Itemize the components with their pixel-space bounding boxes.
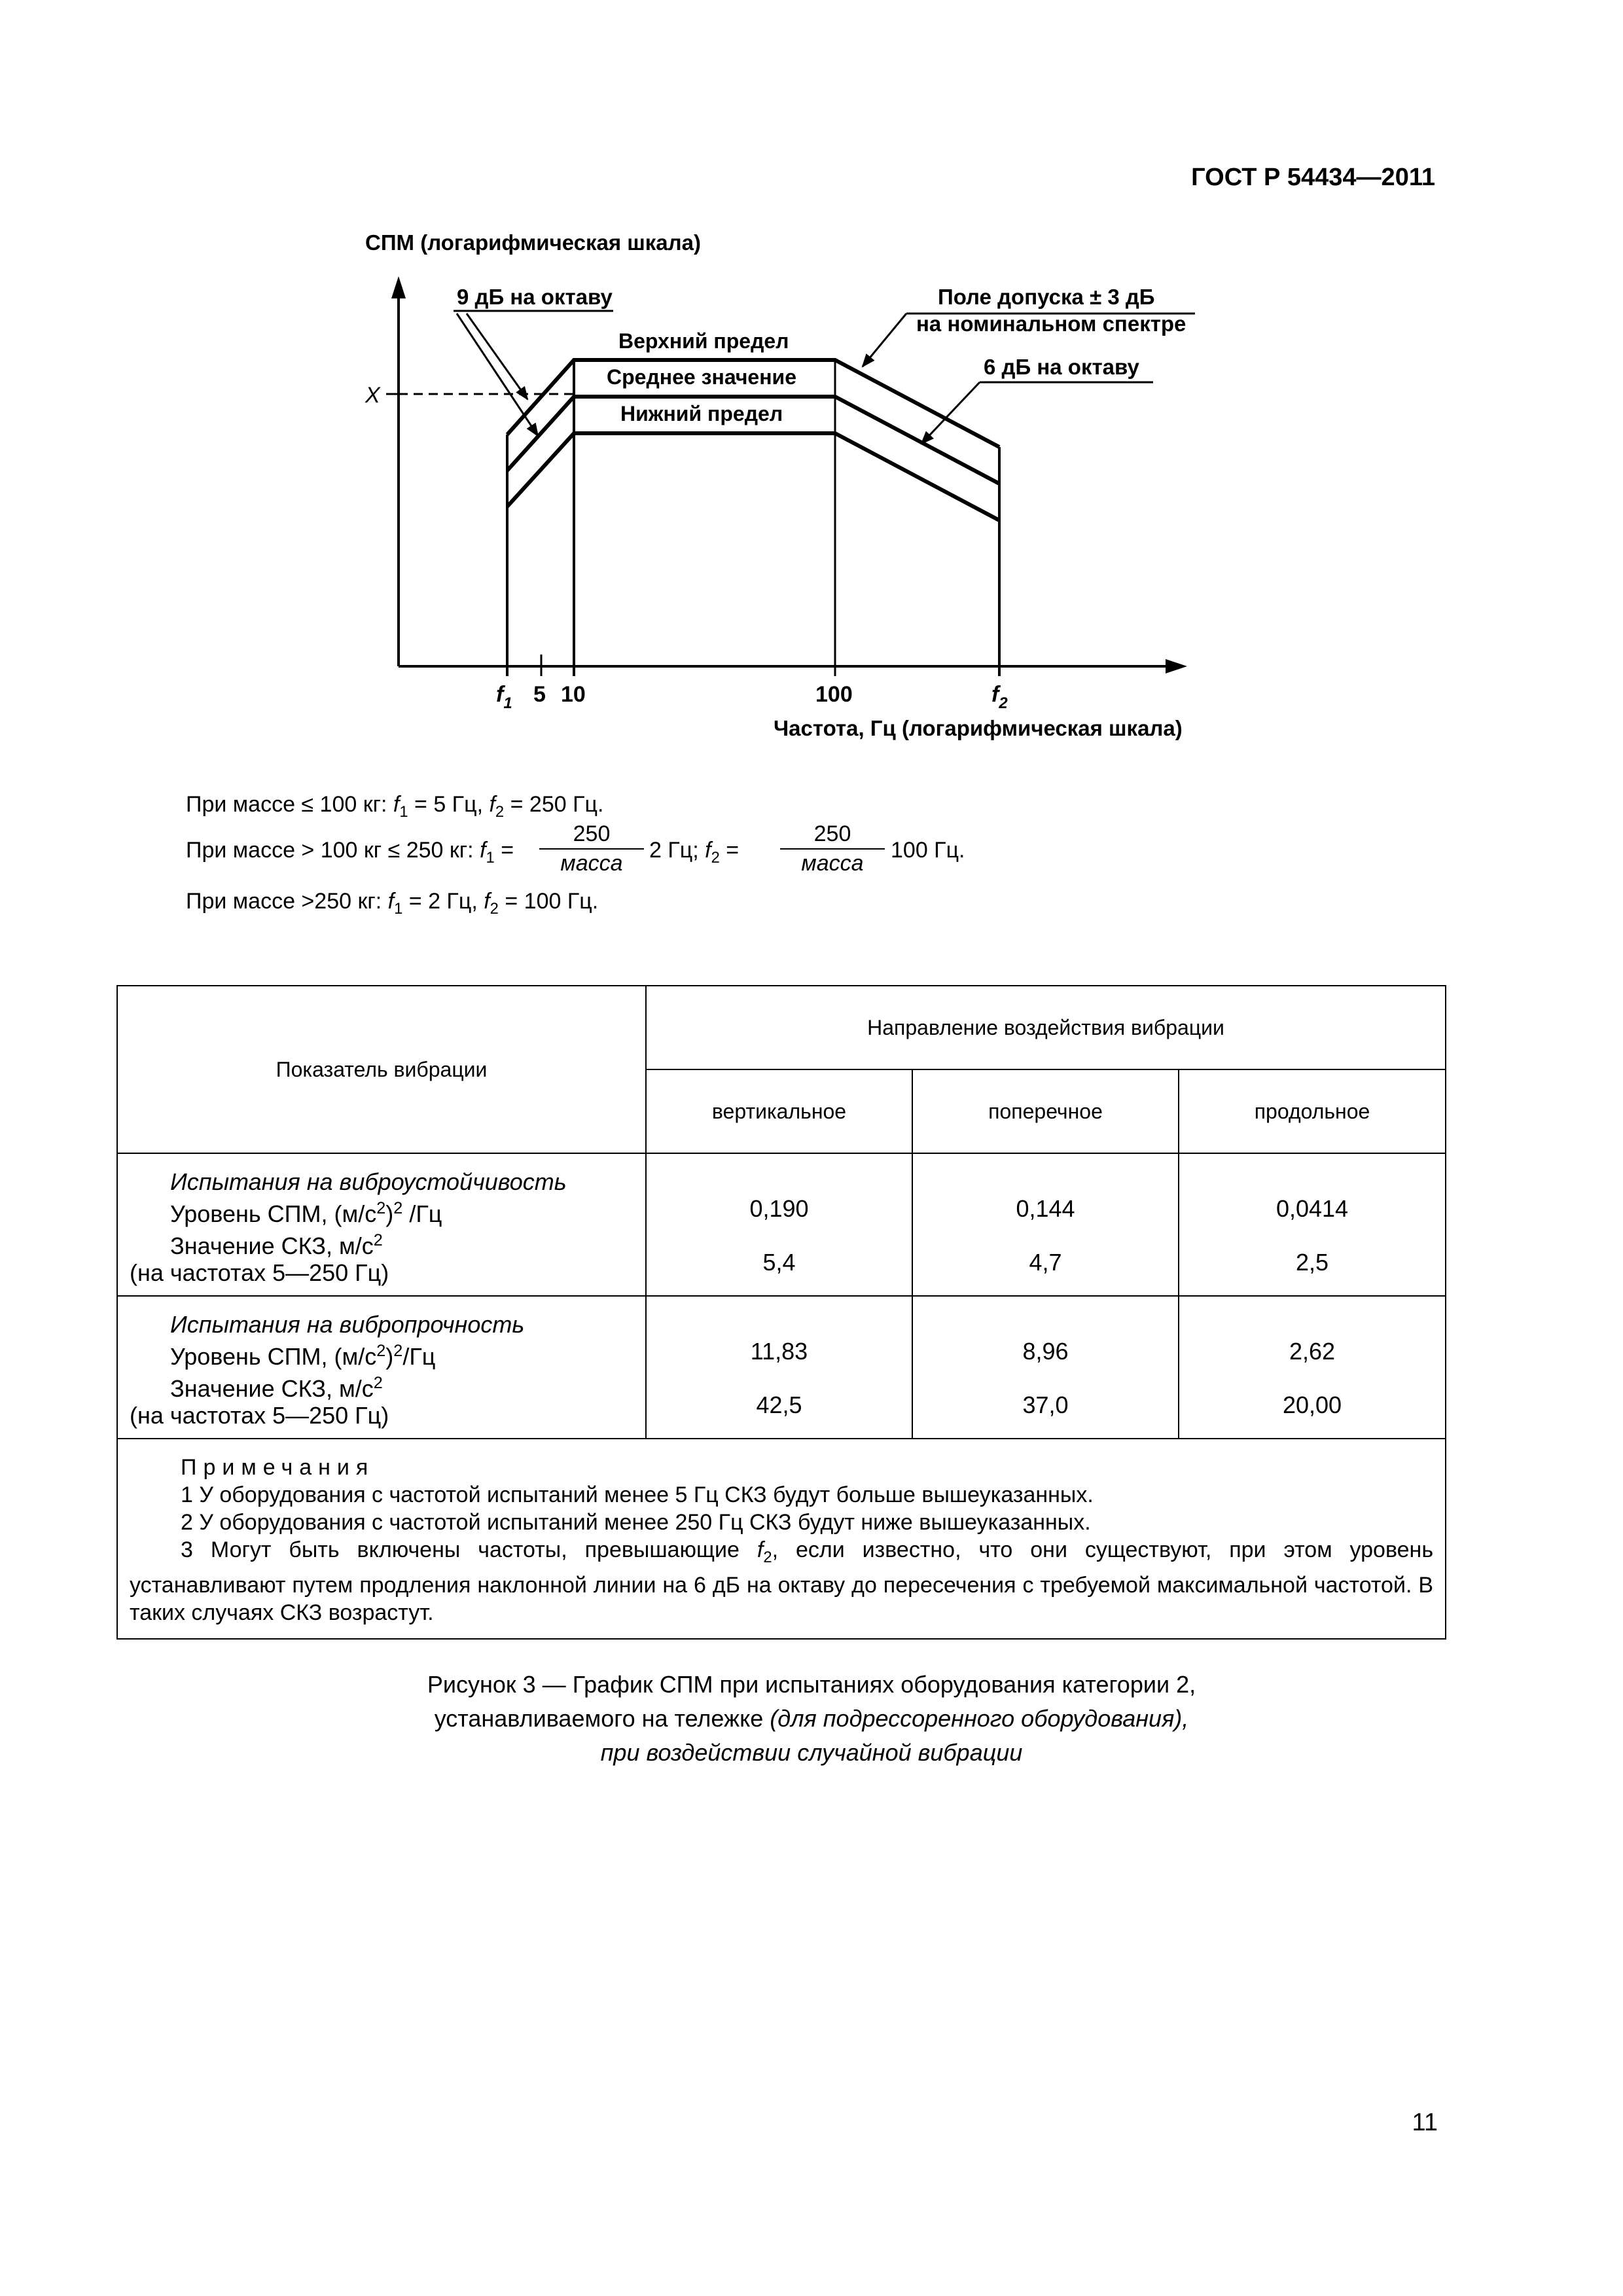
formula-line-3: При массе >250 кг: $f_1 = 2$ Гц, $f_2 = 100$ Гц. bbox=[186, 889, 599, 918]
label-6db-per-octave: 6 дБ на октаву bbox=[984, 355, 1139, 379]
header-vertical: вертикальное bbox=[646, 1069, 912, 1153]
cell-strength-vertical: 11,83 42,5 bbox=[646, 1296, 912, 1439]
formula-line-1: При массе ≤ 100 кг: $f_1 = 5$ Гц, $f_2 = 250$ Гц. bbox=[186, 792, 604, 821]
row-label-strength: Испытания на вибропрочность Уровень СПМ, $(м/с^2)^2/Гц$ Значение СКЗ, $м/с^2$ (на частотах 5—250 Гц) bbox=[117, 1296, 646, 1439]
tick-f1: $f_1$ bbox=[496, 682, 512, 712]
cell-strength-longitudinal: 2,62 20,00 bbox=[1179, 1296, 1446, 1439]
header-longitudinal: продольное bbox=[1179, 1069, 1446, 1153]
table-row-strength bbox=[117, 1296, 1446, 1439]
formula-line-2-tail: 100 Гц. bbox=[891, 838, 965, 863]
header-indicator: Показатель вибрации bbox=[117, 986, 646, 1153]
tick-f2: $f_2$ bbox=[991, 682, 1008, 712]
x-marker: X bbox=[365, 383, 380, 408]
arrow-tolerance bbox=[863, 314, 906, 367]
table-row-stability bbox=[117, 1153, 1446, 1296]
label-mean: Среднее значение bbox=[607, 365, 796, 389]
note-1: 1 У оборудования с частотой испытаний менее 5 Гц СКЗ будут больше вышеуказанных. bbox=[181, 1482, 1094, 1507]
note-2: 2 У оборудования с частотой испытаний менее 250 Гц СКЗ будут ниже вышеуказанных. bbox=[181, 1510, 1091, 1535]
y-axis-arrowhead bbox=[391, 276, 406, 298]
cell-stability-longitudinal: 0,0414 2,5 bbox=[1179, 1153, 1446, 1296]
notes-title: Примечания bbox=[181, 1455, 375, 1480]
label-tolerance-2: на номинальном спектре bbox=[916, 312, 1186, 336]
psd-chart bbox=[0, 0, 1623, 772]
label-upper-limit: Верхний предел bbox=[618, 329, 789, 353]
fraction-f2: 250 масса bbox=[780, 821, 885, 877]
formula-line-2: При массе > 100 кг ≤ 250 кг: $f_1$ = bbox=[186, 838, 514, 867]
arrow-9db-a bbox=[467, 314, 527, 399]
arrow-6db bbox=[921, 382, 980, 444]
formula-line-2-mid: 2 Гц; $f_2$ = bbox=[649, 838, 740, 867]
fraction-f1: 250 масса bbox=[539, 821, 644, 877]
label-9db-per-octave: 9 дБ на октаву bbox=[457, 285, 613, 309]
tick-5: 5 bbox=[533, 682, 546, 707]
header-direction: Направление воздействия вибрации bbox=[646, 986, 1446, 1069]
cell-stability-vertical: 0,190 5,4 bbox=[646, 1153, 912, 1296]
header-transverse: поперечное bbox=[912, 1069, 1179, 1153]
arrow-9db-b bbox=[457, 314, 538, 436]
document-code: ГОСТ Р 54434—2011 bbox=[1191, 164, 1435, 191]
cell-strength-transverse: 8,96 37,0 bbox=[912, 1296, 1179, 1439]
tick-10: 10 bbox=[561, 682, 586, 707]
note-3: 3 Могут быть включены частоты, превышающие $f_2$, если известно, что они существуют, при этом уровень устанавливают путем продления наклонной линии на 6 дБ на октаву до пересечения с требуемой максимальной частотой. В таких случаях СКЗ возрастут. bbox=[130, 1537, 1434, 1625]
x-axis-arrowhead bbox=[1166, 659, 1187, 673]
page-number: 11 bbox=[1412, 2109, 1438, 2136]
vibration-table bbox=[116, 985, 1446, 1640]
x-axis-label: Частота, Гц (логарифмическая шкала) bbox=[774, 716, 1183, 740]
label-tolerance-1: Поле допуска ± 3 дБ bbox=[938, 285, 1155, 309]
row-label-stability: Испытания на виброустойчивость Уровень СПМ, $(м/с^2)^2$ /Гц Значение СКЗ, $м/с^2$ (на частотах 5—250 Гц) bbox=[117, 1153, 646, 1296]
cell-stability-transverse: 0,144 4,7 bbox=[912, 1153, 1179, 1296]
tick-100: 100 bbox=[815, 682, 853, 707]
figure-caption: Рисунок 3 — График СПМ при испытаниях оборудования категории 2, устанавливаемого на тележке (для подрессоренного оборудования), при воздействии случайной вибрации bbox=[427, 1671, 1196, 1766]
table-notes bbox=[117, 1439, 1446, 1639]
y-axis-label: СПМ (логарифмическая шкала) bbox=[365, 230, 701, 255]
label-lower-limit: Нижний предел bbox=[620, 402, 783, 425]
